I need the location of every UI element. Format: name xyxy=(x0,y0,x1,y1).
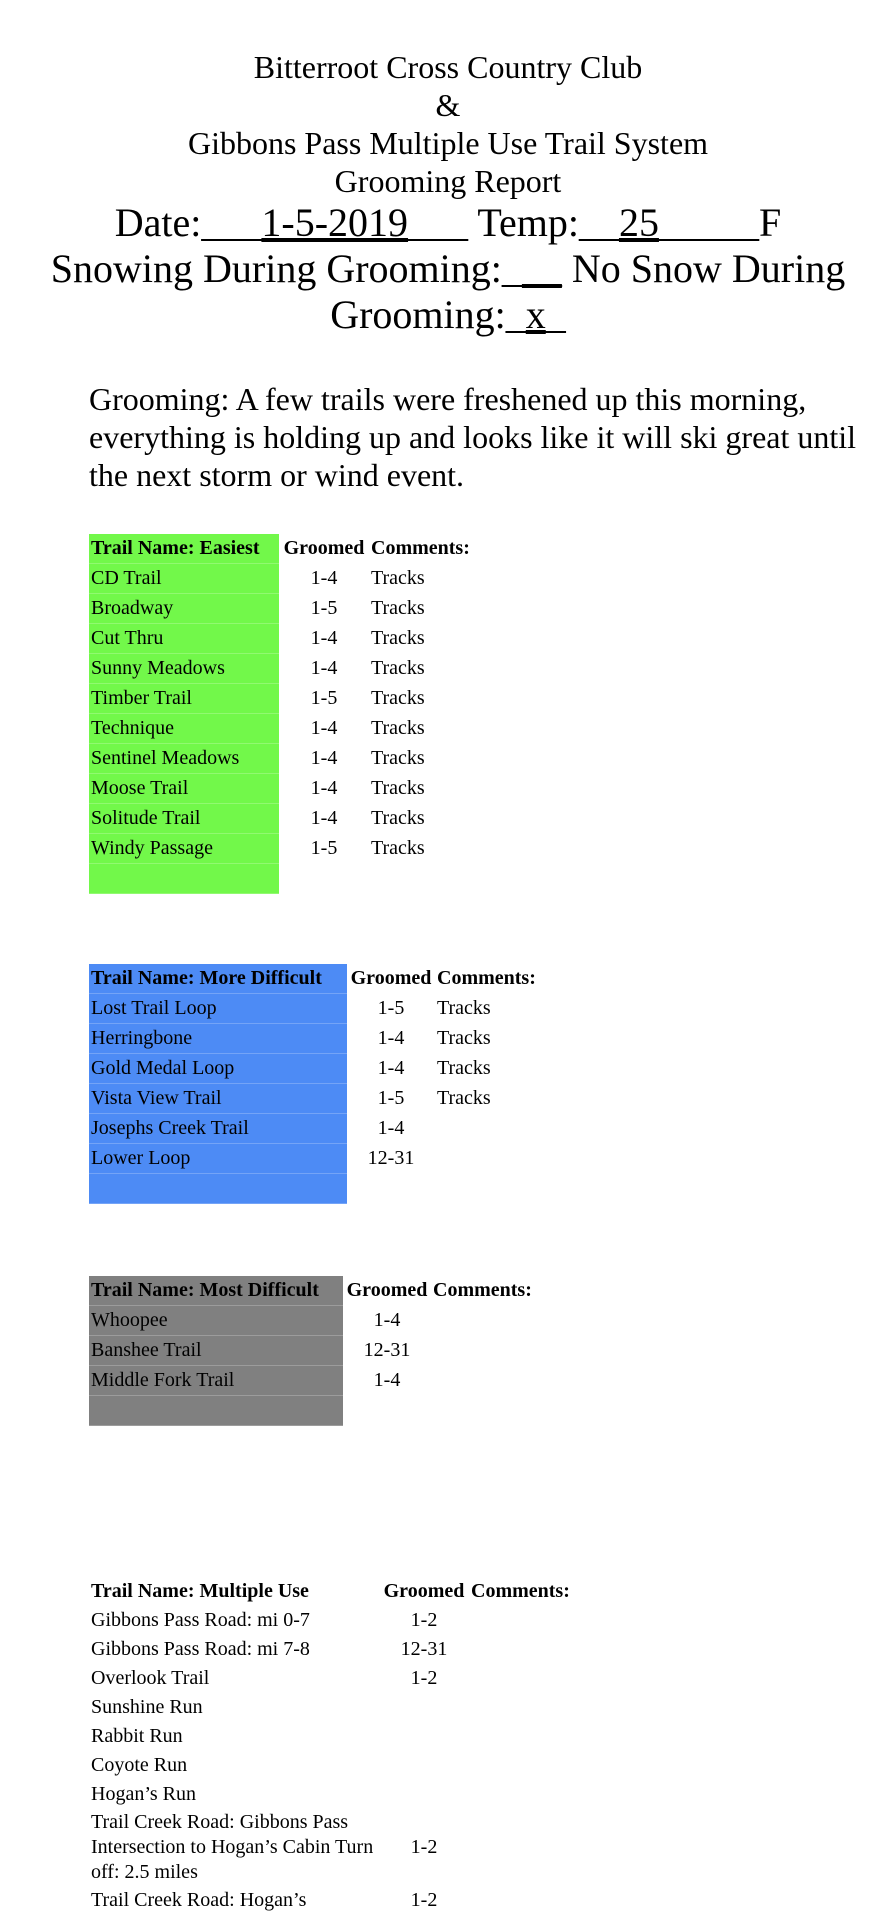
report-header xyxy=(0,48,896,338)
trail-name: Trail Creek Road: Gibbons Pass Intersection to Hogan’s Cabin Turn off: 2.5 miles xyxy=(91,1811,374,1883)
groomed-date: 1-4 xyxy=(373,1369,401,1391)
date-tail: ___ xyxy=(408,200,469,245)
groomed-date: 1-4 xyxy=(373,1309,401,1331)
groomed-date xyxy=(379,1722,469,1751)
grooming-label: Grooming:_ xyxy=(330,292,526,337)
table-row xyxy=(89,1780,572,1809)
grooming-tail: _ xyxy=(545,292,566,337)
table-row xyxy=(89,714,472,744)
most-difficult-trails-table xyxy=(89,1276,534,1426)
date-temp-line xyxy=(0,200,896,246)
ampersand: & xyxy=(435,87,461,123)
trail-name: Josephs Creek Trail xyxy=(89,1114,347,1144)
grooming-value: x xyxy=(525,292,546,337)
trail-comments: Tracks xyxy=(371,567,425,589)
table-row xyxy=(89,1306,534,1336)
report-title: Grooming Report xyxy=(334,163,562,199)
trail-name: Technique xyxy=(89,714,279,744)
table-row xyxy=(89,1114,538,1144)
trail-name: Herringbone xyxy=(89,1024,347,1054)
trail-name: Coyote Run xyxy=(91,1754,188,1776)
trail-name: Hogan’s Run xyxy=(91,1783,196,1805)
trail-comments xyxy=(435,1144,538,1174)
blank-cell xyxy=(89,1396,343,1426)
groomed-date: 1-5 xyxy=(310,837,338,859)
groomed-date: 1-2 xyxy=(410,1889,438,1911)
blank-cell xyxy=(435,1174,538,1204)
grooming-summary: Grooming: A few trails were freshened up this morning, everything is holding up and looks like it will ski great until the next storm or wind event. xyxy=(89,381,857,493)
blank-cell xyxy=(89,864,279,894)
trail-name: Windy Passage xyxy=(89,834,279,864)
trail-name: Banshee Trail xyxy=(89,1336,343,1366)
trail-comments: Tracks xyxy=(437,1057,491,1079)
groomed-date: 1-4 xyxy=(377,1057,405,1079)
groomed-date: 1-4 xyxy=(310,627,338,649)
blank-row xyxy=(89,1396,534,1426)
trail-comments: Tracks xyxy=(371,597,425,619)
table-row xyxy=(89,1886,572,1915)
comments-header: Comments: xyxy=(371,537,470,559)
groomed-date: 12-31 xyxy=(400,1638,448,1660)
groomed-header: Groomed xyxy=(283,537,365,559)
groomed-date: 1-2 xyxy=(410,1667,438,1689)
table-row xyxy=(89,1366,534,1396)
trail-name: Whoopee xyxy=(89,1306,343,1336)
table-row xyxy=(89,684,472,714)
table-row xyxy=(89,564,472,594)
table-row xyxy=(89,1693,572,1722)
snowing-label: Snowing During Grooming:_ xyxy=(50,246,522,291)
table-header-row xyxy=(89,1577,572,1606)
trail-comments xyxy=(469,1722,572,1751)
table-row xyxy=(89,1722,572,1751)
trail-name: Gibbons Pass Road: mi 0-7 xyxy=(91,1609,310,1631)
trail-name: Vista View Trail xyxy=(89,1084,347,1114)
trail-name: Moose Trail xyxy=(89,774,279,804)
trail-name-header: Trail Name: Multiple Use xyxy=(91,1580,309,1602)
temp-label: Temp:__ xyxy=(477,200,619,245)
table-row xyxy=(89,1144,538,1174)
trail-name: Broadway xyxy=(89,594,279,624)
trail-name: Solitude Trail xyxy=(89,804,279,834)
comments-header: Comments: xyxy=(471,1580,570,1602)
blank-cell xyxy=(369,864,472,894)
blank-cell xyxy=(431,1396,534,1426)
groomed-date: 1-5 xyxy=(377,1087,405,1109)
temp-tail: _____F xyxy=(658,200,782,245)
blank-cell xyxy=(347,1174,435,1204)
table-row xyxy=(89,834,472,864)
trail-name: Gold Medal Loop xyxy=(89,1054,347,1084)
multiple-use-trails-table xyxy=(89,1577,572,1915)
trail-name-header: Trail Name: Easiest xyxy=(89,534,279,564)
trail-name: Lower Loop xyxy=(89,1144,347,1174)
trail-name: Timber Trail xyxy=(89,684,279,714)
table-row xyxy=(89,774,472,804)
trail-name: Sunshine Run xyxy=(91,1696,203,1718)
groomed-date xyxy=(379,1751,469,1780)
table-row xyxy=(89,1664,572,1693)
trail-comments: Tracks xyxy=(371,627,425,649)
club-name: Bitterroot Cross Country Club xyxy=(253,49,643,85)
groomed-date: 1-2 xyxy=(410,1836,438,1858)
trail-name: Trail Creek Road: Hogan’s xyxy=(91,1889,307,1911)
trail-comments xyxy=(469,1886,572,1915)
trail-comments: Tracks xyxy=(371,717,425,739)
groomed-date: 1-4 xyxy=(310,717,338,739)
trail-comments xyxy=(469,1809,572,1886)
trail-comments: Tracks xyxy=(371,657,425,679)
trail-comments: Tracks xyxy=(437,1027,491,1049)
table-header-row xyxy=(89,1276,534,1306)
groomed-date: 1-4 xyxy=(377,1117,405,1139)
trail-name-header: Trail Name: More Difficult xyxy=(89,964,347,994)
trail-name: Gibbons Pass Road: mi 7-8 xyxy=(91,1638,310,1660)
blank-row xyxy=(89,864,472,894)
trail-comments xyxy=(469,1606,572,1635)
table-row xyxy=(89,1024,538,1054)
groomed-date: 12-31 xyxy=(367,1147,415,1169)
trail-comments xyxy=(469,1635,572,1664)
trail-comments xyxy=(431,1366,534,1396)
groomed-date: 1-5 xyxy=(310,687,338,709)
trail-comments xyxy=(469,1780,572,1809)
groomed-date: 1-2 xyxy=(410,1609,438,1631)
comments-header: Comments: xyxy=(437,967,536,989)
groomed-header: Groomed xyxy=(350,967,432,989)
table-header-row xyxy=(89,964,538,994)
groomed-date xyxy=(379,1780,469,1809)
table-row xyxy=(89,744,472,774)
groomed-date xyxy=(379,1693,469,1722)
table-row xyxy=(89,594,472,624)
trail-comments xyxy=(469,1664,572,1693)
groomed-date: 12-31 xyxy=(363,1339,411,1361)
trail-comments: Tracks xyxy=(371,747,425,769)
table-row xyxy=(89,1084,538,1114)
table-row xyxy=(89,994,538,1024)
groomed-date: 1-4 xyxy=(310,807,338,829)
table-row xyxy=(89,654,472,684)
grooming-line xyxy=(0,292,896,338)
easiest-trails-table xyxy=(89,534,472,894)
trail-comments xyxy=(469,1693,572,1722)
groomed-date: 1-4 xyxy=(377,1027,405,1049)
date-value: 1-5-2019 xyxy=(261,200,409,245)
trail-comments: Tracks xyxy=(437,997,491,1019)
trail-name: Rabbit Run xyxy=(91,1725,183,1747)
table-row xyxy=(89,804,472,834)
table-row xyxy=(89,1809,572,1886)
no-snow-label: No Snow During xyxy=(571,246,846,291)
trail-comments: Tracks xyxy=(437,1087,491,1109)
trail-name: Overlook Trail xyxy=(91,1667,210,1689)
groomed-date: 1-4 xyxy=(310,747,338,769)
snowing-value: __ xyxy=(521,246,562,291)
trail-name: Middle Fork Trail xyxy=(89,1366,343,1396)
groomed-date: 1-4 xyxy=(310,567,338,589)
trail-name: Cut Thru xyxy=(89,624,279,654)
blank-row xyxy=(89,1174,538,1204)
groomed-date: 1-4 xyxy=(310,657,338,679)
trail-comments xyxy=(435,1114,538,1144)
groomed-date: 1-4 xyxy=(310,777,338,799)
trail-name: Sentinel Meadows xyxy=(89,744,279,774)
trail-name: CD Trail xyxy=(89,564,279,594)
trail-comments: Tracks xyxy=(371,687,425,709)
blank-cell xyxy=(343,1396,431,1426)
groomed-date: 1-5 xyxy=(377,997,405,1019)
groomed-header: Groomed xyxy=(383,1580,465,1602)
table-row xyxy=(89,624,472,654)
trail-system-name: Gibbons Pass Multiple Use Trail System xyxy=(187,125,709,161)
trail-comments: Tracks xyxy=(371,777,425,799)
trail-comments: Tracks xyxy=(371,807,425,829)
trail-name: Lost Trail Loop xyxy=(89,994,347,1024)
groomed-date: 1-5 xyxy=(310,597,338,619)
table-row xyxy=(89,1635,572,1664)
temp-value: 25 xyxy=(618,200,659,245)
comments-header: Comments: xyxy=(433,1279,532,1301)
trail-name: Sunny Meadows xyxy=(89,654,279,684)
trail-comments xyxy=(469,1751,572,1780)
blank-cell xyxy=(89,1174,347,1204)
date-label: Date:___ xyxy=(114,200,262,245)
snowing-line xyxy=(0,246,896,292)
trail-comments xyxy=(431,1306,534,1336)
table-header-row xyxy=(89,534,472,564)
more-difficult-trails-table xyxy=(89,964,538,1204)
trail-name-header: Trail Name: Most Difficult xyxy=(89,1276,343,1306)
trail-comments: Tracks xyxy=(371,837,425,859)
groomed-header: Groomed xyxy=(346,1279,428,1301)
table-row xyxy=(89,1054,538,1084)
table-row xyxy=(89,1606,572,1635)
table-row xyxy=(89,1751,572,1780)
blank-cell xyxy=(279,864,369,894)
trail-comments xyxy=(431,1336,534,1366)
table-row xyxy=(89,1336,534,1366)
